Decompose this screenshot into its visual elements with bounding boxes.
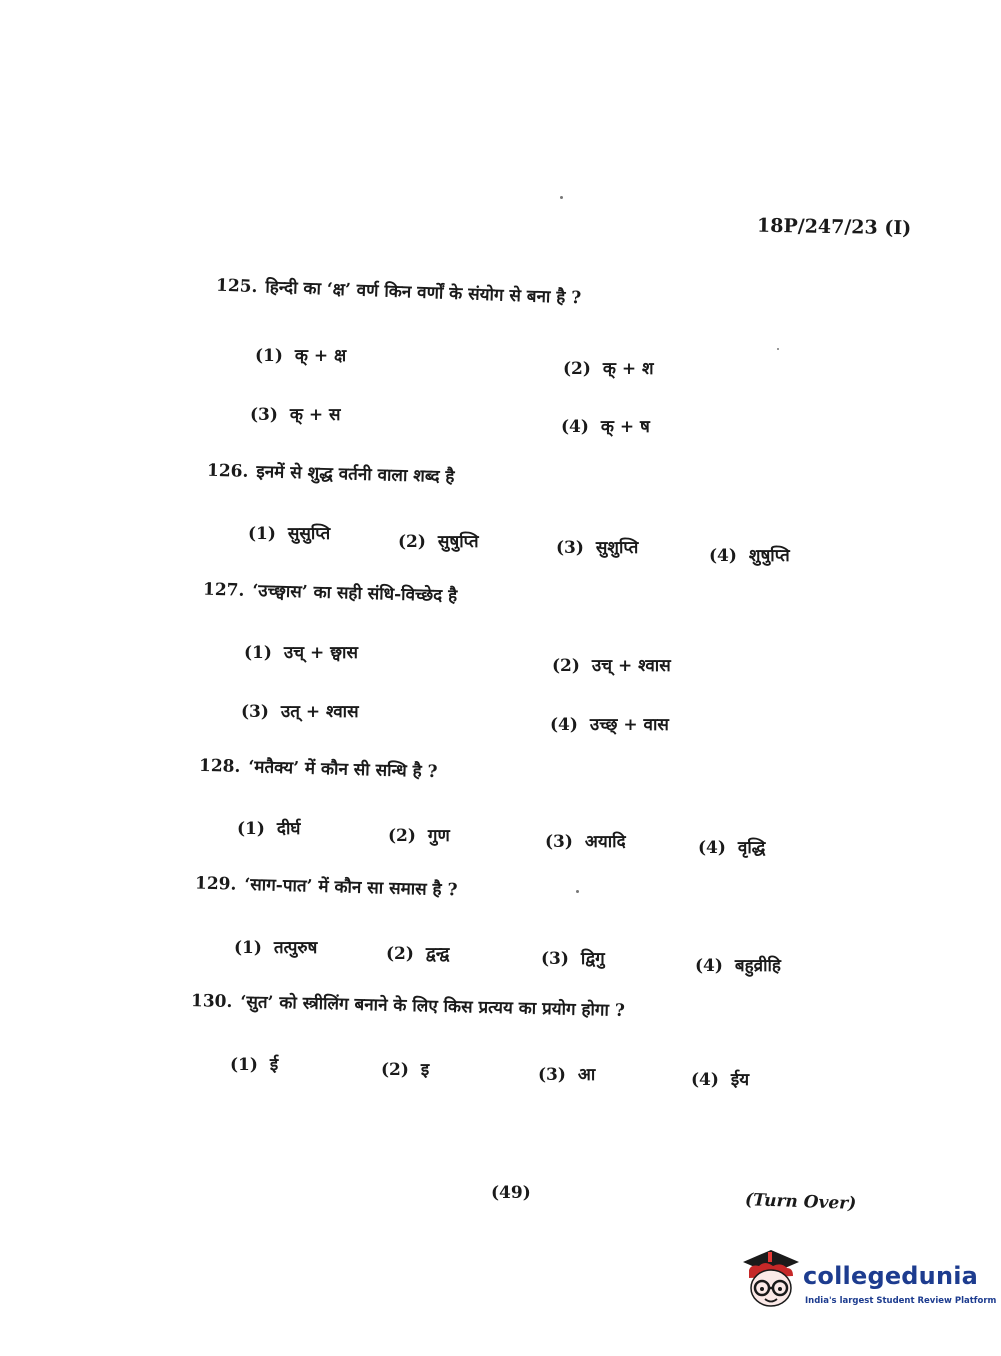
question-number: 128. [198,755,241,777]
brand-tagline: India's largest Student Review Platform [805,1296,997,1306]
question-number: 125. [215,275,258,298]
collegedunia-logo [741,1248,997,1314]
option-125-2: (2) क् + श [563,359,654,379]
scan-speck [560,196,563,199]
option-126-4: (4) शुषुप्ति [709,546,790,566]
option-127-1: (1) उच् + छ्वास [244,643,358,663]
option-127-2: (2) उच् + श्वास [552,656,671,676]
option-127-3: (3) उत् + श्वास [241,702,359,722]
page-number: (49) [491,1183,531,1203]
option-130-3: (3) आ [538,1065,596,1085]
question-number: 130. [190,991,233,1013]
question-text: इनमें से शुद्ध वर्तनी वाला शब्द है [256,462,455,488]
question-129 [195,871,458,901]
option-126-3: (3) सुशुप्ति [556,538,639,558]
option-128-1: (1) दीर्घ [237,819,301,839]
question-text: ‘सुत’ को स्त्रीलिंग बनाने के लिए किस प्रत्यय का प्रयोग होगा ? [240,992,625,1021]
turn-over-note: (Turn Over) [744,1190,857,1214]
question-126 [207,458,455,487]
question-text: ‘मतैक्य’ में कौन सी सन्धि है ? [248,757,438,783]
question-127 [203,577,458,607]
option-125-3: (3) क् + स [250,405,341,425]
question-text: हिन्दी का ‘क्ष’ वर्ण किन वर्णों के संयोग से बना है ? [265,277,582,309]
brand-name: collegedunia [803,1262,979,1290]
question-125 [216,273,582,309]
option-129-2: (2) द्वन्द्व [386,944,450,964]
option-125-1: (1) क् + क्ष [255,346,347,366]
scan-speck [777,348,779,350]
paper-code: 18P/247/23 (I) [756,214,912,240]
question-number: 126. [206,460,249,482]
collegedunia-mascot-icon [741,1248,801,1314]
question-130 [191,988,625,1021]
option-129-3: (3) द्विगु [541,949,605,969]
question-text: ‘साग-पात’ में कौन सा समास है ? [244,874,458,901]
question-128 [199,753,438,782]
option-129-4: (4) बहुव्रीहि [695,956,781,976]
option-130-2: (2) इ [381,1060,430,1080]
option-126-2: (2) सुषुप्ति [398,532,479,552]
scan-speck [576,890,579,893]
option-127-4: (4) उच्छ् + वास [550,715,669,735]
option-130-4: (4) ईय [691,1070,750,1090]
option-125-4: (4) क् + ष [561,417,650,437]
option-126-1: (1) सुसुप्ति [248,524,331,544]
option-128-4: (4) वृद्धि [698,838,766,858]
option-128-3: (3) अयादि [545,832,626,852]
question-text: ‘उच्छ्वास’ का सही संधि-विच्छेद है [252,580,458,607]
question-number: 129. [194,873,237,895]
question-number: 127. [202,579,245,601]
option-128-2: (2) गुण [388,826,450,846]
option-129-1: (1) तत्पुरुष [234,938,318,958]
option-130-1: (1) ई [230,1055,279,1075]
